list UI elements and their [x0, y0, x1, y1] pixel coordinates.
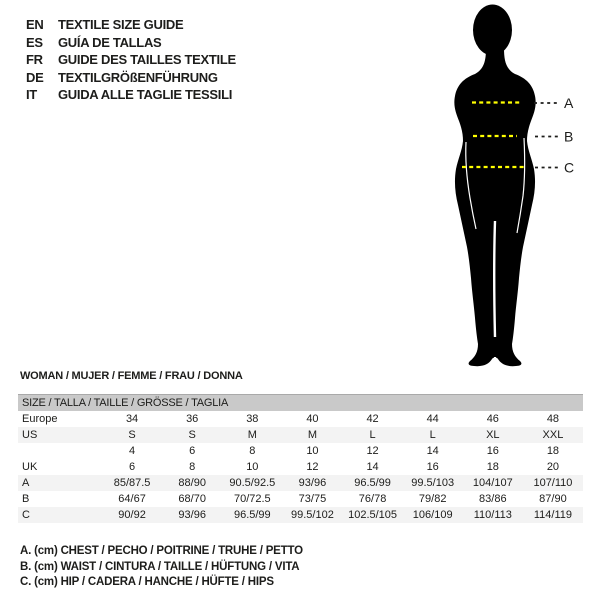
language-title: GUÍA DE TALLAS — [58, 34, 162, 50]
marker-label-a: A — [564, 95, 574, 111]
row-label: A — [22, 477, 30, 489]
measure-value: 96.5/99 — [354, 477, 391, 489]
row-label: B — [22, 493, 30, 505]
measure-value: 85/87.5 — [113, 477, 151, 489]
language-code: ES — [26, 34, 43, 50]
size-value: 16 — [426, 461, 439, 473]
table-row-chest — [18, 475, 583, 491]
size-value: 10 — [246, 461, 259, 473]
measure-value: 93/96 — [178, 509, 206, 521]
size-value: 8 — [249, 445, 256, 457]
size-value: 12 — [366, 445, 379, 457]
size-table-header: SIZE / TALLA / TAILLE / GRÖSSE / TAGLIA — [18, 394, 583, 411]
woman-silhouette-icon — [410, 0, 600, 370]
size-value: 14 — [366, 461, 379, 473]
table-row-us — [18, 427, 583, 443]
measure-value: 64/67 — [118, 493, 146, 505]
language-row-en — [26, 16, 236, 34]
body-measurement-figure — [410, 0, 600, 370]
size-value: 10 — [306, 445, 319, 457]
measure-value: 106/109 — [412, 509, 453, 521]
row-label: UK — [22, 461, 38, 473]
size-value: 8 — [189, 461, 196, 473]
size-value: 18 — [486, 461, 499, 473]
size-value: 38 — [246, 413, 259, 425]
size-value: 12 — [306, 461, 319, 473]
measure-value: 99.5/102 — [291, 509, 334, 521]
table-row-europe — [18, 411, 583, 427]
row-label: C — [22, 509, 30, 521]
language-title-list — [26, 16, 236, 104]
size-table — [18, 394, 583, 523]
size-value: 4 — [129, 445, 136, 457]
table-row-waist — [18, 491, 583, 507]
language-code: FR — [26, 52, 43, 67]
size-value: 16 — [486, 445, 499, 457]
measure-value: 70/72.5 — [233, 493, 271, 505]
legend-chest: A. (cm) CHEST / PECHO / POITRINE / TRUHE / PETTO — [20, 545, 303, 557]
language-title: TEXTILGRÖßENFÜHRUNG — [58, 69, 218, 85]
size-value: 14 — [426, 445, 439, 457]
silhouette-head — [473, 5, 512, 56]
row-label — [18, 443, 102, 459]
size-value: L — [429, 429, 436, 441]
size-value: 20 — [546, 461, 560, 473]
size-value: 40 — [306, 413, 319, 425]
language-code: DE — [26, 69, 44, 85]
measure-value: 90/92 — [118, 509, 146, 521]
measure-value: 73/75 — [298, 493, 327, 505]
size-value: S — [128, 429, 136, 441]
measure-value: 83/86 — [479, 493, 507, 505]
measurement-legend — [20, 544, 303, 591]
language-title: TEXTILE SIZE GUIDE — [58, 17, 184, 32]
row-label: US — [22, 429, 38, 441]
language-code: IT — [26, 87, 37, 102]
table-row-uk — [18, 459, 583, 475]
size-value: M — [307, 429, 318, 441]
marker-label-c: C — [564, 159, 575, 176]
table-row-us-numeric — [18, 443, 583, 459]
size-value: XL — [486, 429, 500, 441]
language-code: EN — [26, 17, 44, 32]
row-label: Europe — [22, 413, 58, 425]
language-row-es — [26, 34, 236, 52]
measure-value: 114/119 — [533, 509, 572, 521]
size-value: 6 — [129, 461, 136, 473]
size-value: 18 — [546, 445, 560, 457]
measure-value: 88/90 — [178, 477, 206, 489]
size-value: 46 — [486, 413, 499, 425]
legend-hip: C. (cm) HIP / CADERA / HANCHE / HÜFTE / HIPS — [20, 576, 274, 589]
size-value: 34 — [125, 413, 139, 425]
language-title: GUIDE DES TAILLES TEXTILE — [58, 52, 236, 67]
size-value: XXL — [542, 429, 564, 441]
size-value: 36 — [186, 413, 199, 425]
size-value: 44 — [426, 413, 439, 425]
legend-waist: B. (cm) WAIST / CINTURA / TAILLE / HÜFTUNG / VITA — [20, 560, 300, 573]
language-row-it — [26, 86, 236, 104]
size-value: 6 — [189, 445, 196, 457]
size-value: L — [369, 429, 376, 441]
size-value: M — [247, 429, 257, 441]
marker-label-b: B — [564, 128, 574, 145]
measure-value: 76/78 — [358, 493, 387, 505]
measure-value: 93/96 — [298, 477, 327, 489]
gender-section-title: WOMAN / MUJER / FEMME / FRAU / DONNA — [20, 370, 243, 382]
size-value: 48 — [546, 413, 560, 425]
measure-value: 110/113 — [473, 509, 512, 521]
measure-value: 102.5/105 — [348, 509, 398, 521]
size-value: S — [188, 429, 196, 441]
measure-value: 104/107 — [472, 477, 513, 489]
measure-value: 107/110 — [533, 477, 573, 489]
language-title: GUIDA ALLE TAGLIE TESSILI — [58, 87, 233, 102]
measure-value: 87/90 — [539, 493, 567, 505]
measure-value: 68/70 — [178, 493, 206, 505]
table-row-hip — [18, 507, 583, 523]
size-value: 42 — [366, 413, 379, 425]
language-row-de — [26, 69, 236, 87]
measure-value: 96.5/99 — [233, 509, 271, 521]
measure-value: 99.5/103 — [411, 477, 455, 489]
inner-leg-gap — [494, 221, 495, 337]
measure-value: 90.5/92.5 — [229, 477, 276, 489]
language-row-fr — [26, 51, 236, 69]
measure-value: 79/82 — [418, 493, 447, 505]
